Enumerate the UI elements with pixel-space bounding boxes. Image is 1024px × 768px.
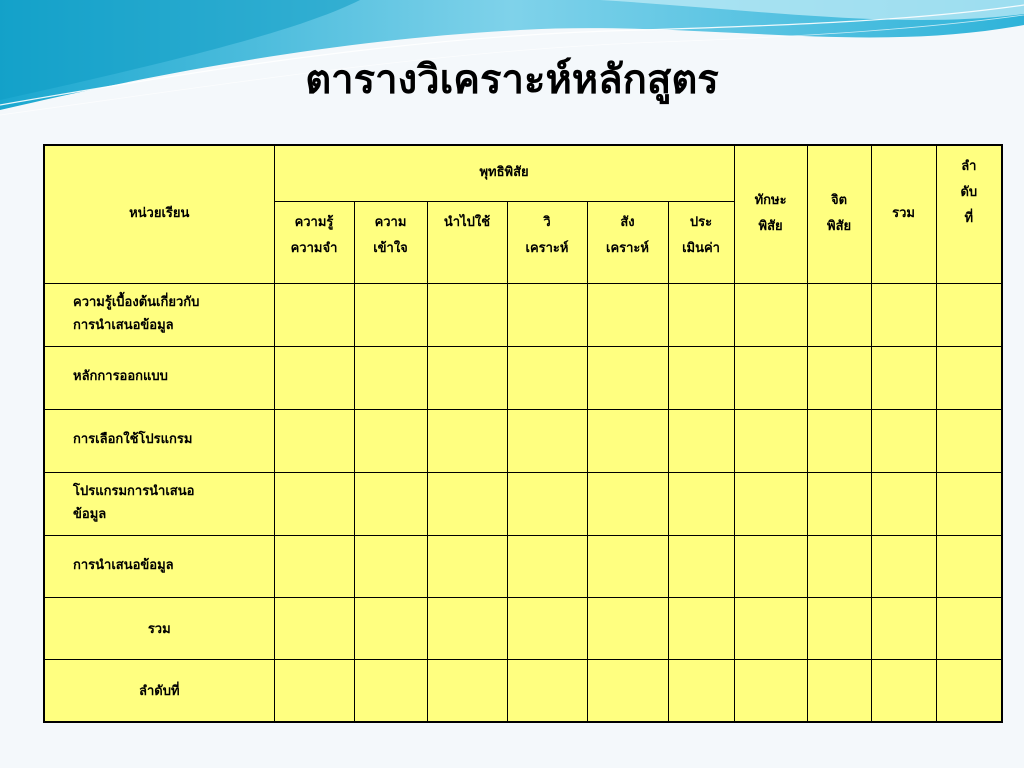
table-cell xyxy=(807,597,871,659)
table-cell xyxy=(427,535,507,597)
table-cell xyxy=(807,659,871,722)
table-cell xyxy=(274,409,354,472)
table-cell xyxy=(807,472,871,535)
unit-label: หลักการออกแบบ xyxy=(44,346,274,409)
header-rank: ลำ ดับ ที่ xyxy=(936,145,1002,283)
table-cell xyxy=(587,597,668,659)
table-cell xyxy=(587,346,668,409)
table-row xyxy=(44,409,1002,472)
table-cell xyxy=(936,535,1002,597)
table-cell xyxy=(354,409,427,472)
table-row xyxy=(44,535,1002,597)
table-cell xyxy=(507,597,587,659)
table-cell xyxy=(871,346,936,409)
unit-label: การนำเสนอข้อมูล xyxy=(44,535,274,597)
unit-label: โปรแกรมการนำเสนอ ข้อมูล xyxy=(44,472,274,535)
table-cell xyxy=(734,659,807,722)
table-cell xyxy=(354,597,427,659)
table-cell xyxy=(871,472,936,535)
table-cell xyxy=(587,535,668,597)
table-cell xyxy=(507,346,587,409)
table-cell xyxy=(587,409,668,472)
table-cell xyxy=(734,409,807,472)
table-cell xyxy=(807,535,871,597)
table-cell xyxy=(427,597,507,659)
table-cell xyxy=(936,283,1002,346)
table-cell xyxy=(354,472,427,535)
table-cell xyxy=(587,283,668,346)
table-cell xyxy=(507,409,587,472)
table-cell xyxy=(807,346,871,409)
header-synthesis: สัง เคราะห์ xyxy=(587,201,668,283)
unit-label: การเลือกใช้โปรแกรม xyxy=(44,409,274,472)
table-cell xyxy=(734,597,807,659)
table-row xyxy=(44,283,1002,346)
table-cell xyxy=(668,535,734,597)
course-analysis-table xyxy=(43,144,1003,723)
table-cell xyxy=(871,409,936,472)
table-cell xyxy=(274,283,354,346)
header-analysis: วิ เคราะห์ xyxy=(507,201,587,283)
table-cell xyxy=(668,283,734,346)
table-cell xyxy=(274,659,354,722)
table-cell xyxy=(936,472,1002,535)
table-cell xyxy=(507,472,587,535)
table-cell xyxy=(507,535,587,597)
rank-row xyxy=(44,659,1002,722)
table-cell xyxy=(668,409,734,472)
table-cell xyxy=(668,659,734,722)
table-cell xyxy=(427,659,507,722)
table-cell xyxy=(734,535,807,597)
unit-label: ความรู้เบื้องต้นเกี่ยวกับ การนำเสนอข้อมูล xyxy=(44,283,274,346)
total-label: รวม xyxy=(44,597,274,659)
table-cell xyxy=(427,409,507,472)
table-cell xyxy=(354,346,427,409)
total-row xyxy=(44,597,1002,659)
header-psychomotor: ทักษะ พิสัย xyxy=(734,145,807,283)
table-cell xyxy=(354,535,427,597)
table-cell xyxy=(936,346,1002,409)
table-cell xyxy=(936,659,1002,722)
table-cell xyxy=(734,346,807,409)
table-cell xyxy=(807,283,871,346)
table-cell xyxy=(668,597,734,659)
table-cell xyxy=(274,472,354,535)
table-cell xyxy=(274,535,354,597)
table-cell xyxy=(936,597,1002,659)
table-cell xyxy=(668,346,734,409)
header-evaluation: ประ เมินค่า xyxy=(668,201,734,283)
rank-label: ลำดับที่ xyxy=(44,659,274,722)
table-cell xyxy=(507,659,587,722)
table-cell xyxy=(871,535,936,597)
table-cell xyxy=(354,283,427,346)
header-affective: จิต พิสัย xyxy=(807,145,871,283)
table-cell xyxy=(807,409,871,472)
table-cell xyxy=(936,409,1002,472)
table-cell xyxy=(427,283,507,346)
table-cell xyxy=(734,283,807,346)
table-cell xyxy=(871,659,936,722)
header-unit: หน่วยเรียน xyxy=(44,145,274,283)
table-cell xyxy=(354,659,427,722)
header-knowledge: ความรู้ ความจำ xyxy=(274,201,354,283)
table-cell xyxy=(274,597,354,659)
table-row xyxy=(44,346,1002,409)
table-cell xyxy=(427,472,507,535)
table-cell xyxy=(734,472,807,535)
table-header-row xyxy=(44,145,1002,201)
table-cell xyxy=(871,283,936,346)
slide-title: ตารางวิเคราะห์หลักสูตร xyxy=(305,56,719,103)
table-cell xyxy=(668,472,734,535)
header-application: นำไปใช้ xyxy=(427,201,507,283)
header-total: รวม xyxy=(871,145,936,283)
table-cell xyxy=(871,597,936,659)
header-comprehension: ความ เข้าใจ xyxy=(354,201,427,283)
table-cell xyxy=(427,346,507,409)
table-cell xyxy=(587,659,668,722)
table-row xyxy=(44,472,1002,535)
table-cell xyxy=(587,472,668,535)
table-cell xyxy=(274,346,354,409)
table-cell xyxy=(507,283,587,346)
header-cognitive: พุทธิพิสัย xyxy=(274,145,734,201)
